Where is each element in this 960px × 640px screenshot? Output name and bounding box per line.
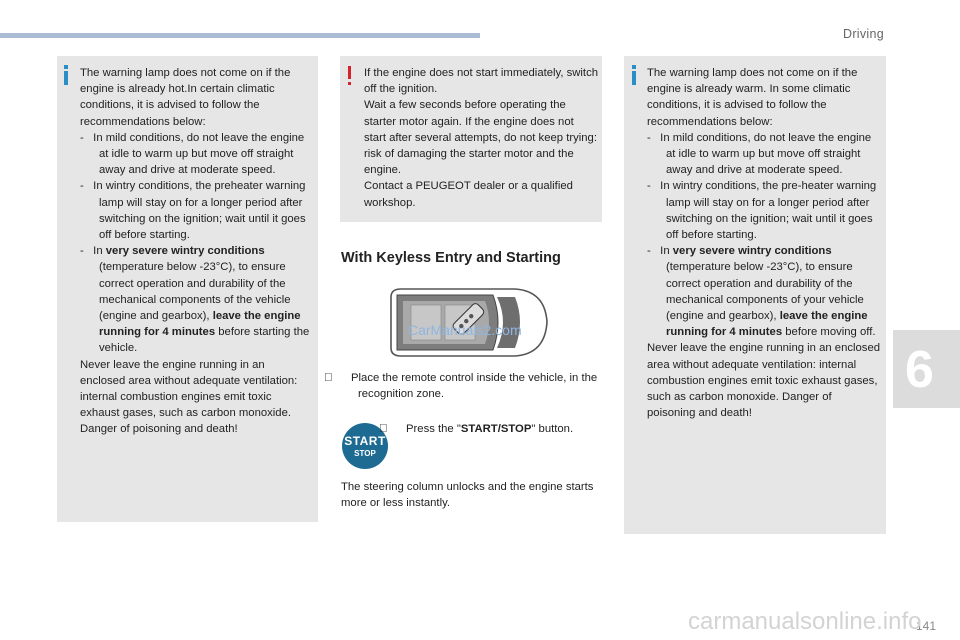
info-item-wintry: - In wintry conditions, the preheater warning lamp will stay on for a longer period after switching on the ignition; wait until it goes off before starting.: [80, 180, 306, 242]
warning-icon-dot: [348, 82, 351, 85]
info-icon: [64, 65, 68, 69]
footer-watermark: carmanualsonline.info: [688, 608, 922, 635]
warning-line-2: Wait a few seconds before operating the starter motor again. If the engine does not start after several attempts, do not keep trying: risk of damaging the starter motor and the engine.: [364, 99, 597, 177]
info-intro: The warning lamp does not come on if the engine is already hot.In certain climatic conditions, it is advised to follow the recommendations below:: [80, 67, 291, 128]
warning-line-1: If the engine does not start immediately, switch off the ignition.: [364, 67, 599, 96]
info-icon-bar: [64, 71, 68, 85]
warning-box-start-text: [364, 65, 598, 211]
info-item-wintry: - In wintry conditions, the pre-heater warning lamp will stay on for a longer period after switching on the ignition; wait until it goes off before starting.: [647, 180, 877, 242]
info-item-severe: - In very severe wintry conditions (temperature below -23°C), to ensure correct operation and durability of the mechanical components of the vehicle (engine and gearbox), leave the engine running for 4 minutes before starting the vehicle.: [80, 245, 310, 355]
keyless-step-1: Place the remote control inside the vehicle, in the recognition zone.: [341, 370, 616, 402]
info-item-mild: - In mild conditions, do not leave the engine at idle to warm up but move off straight away and drive at moderate speed.: [80, 131, 305, 177]
info-box-petrol-text: [80, 65, 312, 438]
step-marker: [396, 421, 406, 437]
watermark-text: CarManuals2.com: [408, 322, 522, 338]
info-intro: The warning lamp does not come on if the engine is already warm. In some climatic conditions, it is advised to follow the recommendations below:: [647, 67, 858, 128]
info-box-diesel-text: [647, 65, 881, 421]
info-icon: [632, 65, 636, 69]
warning-icon: [348, 66, 351, 79]
info-item-severe: - In very severe wintry conditions (temperature below -23°C), to ensure correct operation and durability of the mechanical components of your vehicle (engine and gearbox), leave the engine running for 4 minutes before moving off.: [647, 245, 876, 339]
page-number: 141: [916, 619, 937, 633]
chapter-number: 6: [905, 341, 934, 399]
info-item-mild: - In mild conditions, do not leave the engine at idle to warm up but move off straight away and drive at moderate speed.: [647, 131, 872, 177]
keyless-result: The steering column unlocks and the engine starts more or less instantly.: [341, 481, 594, 509]
start-stop-button-icon: START STOP: [342, 423, 388, 469]
keyless-heading: With Keyless Entry and Starting: [341, 250, 561, 266]
warning-line-3: Contact a PEUGEOT dealer or a qualified workshop.: [364, 180, 573, 209]
info-icon-bar: [632, 71, 636, 85]
header-rule: [0, 33, 480, 38]
info-warning-text: Never leave the engine running in an enclosed area without adequate ventilation: internal combustion engines emit toxic exhaust gases, such as carbon monoxide. Danger of poisoning and death!: [80, 358, 298, 436]
section-title: Driving: [843, 27, 884, 41]
keyless-step-2: Press the "START/STOP" button.: [396, 421, 588, 437]
info-warning-text: Never leave the engine running in an enclosed area without adequate ventilation: internal combustion engines emit toxic exhaust gases, such as carbon monoxide. Danger of poisoning and death!: [647, 342, 881, 420]
step-marker: [341, 370, 351, 386]
